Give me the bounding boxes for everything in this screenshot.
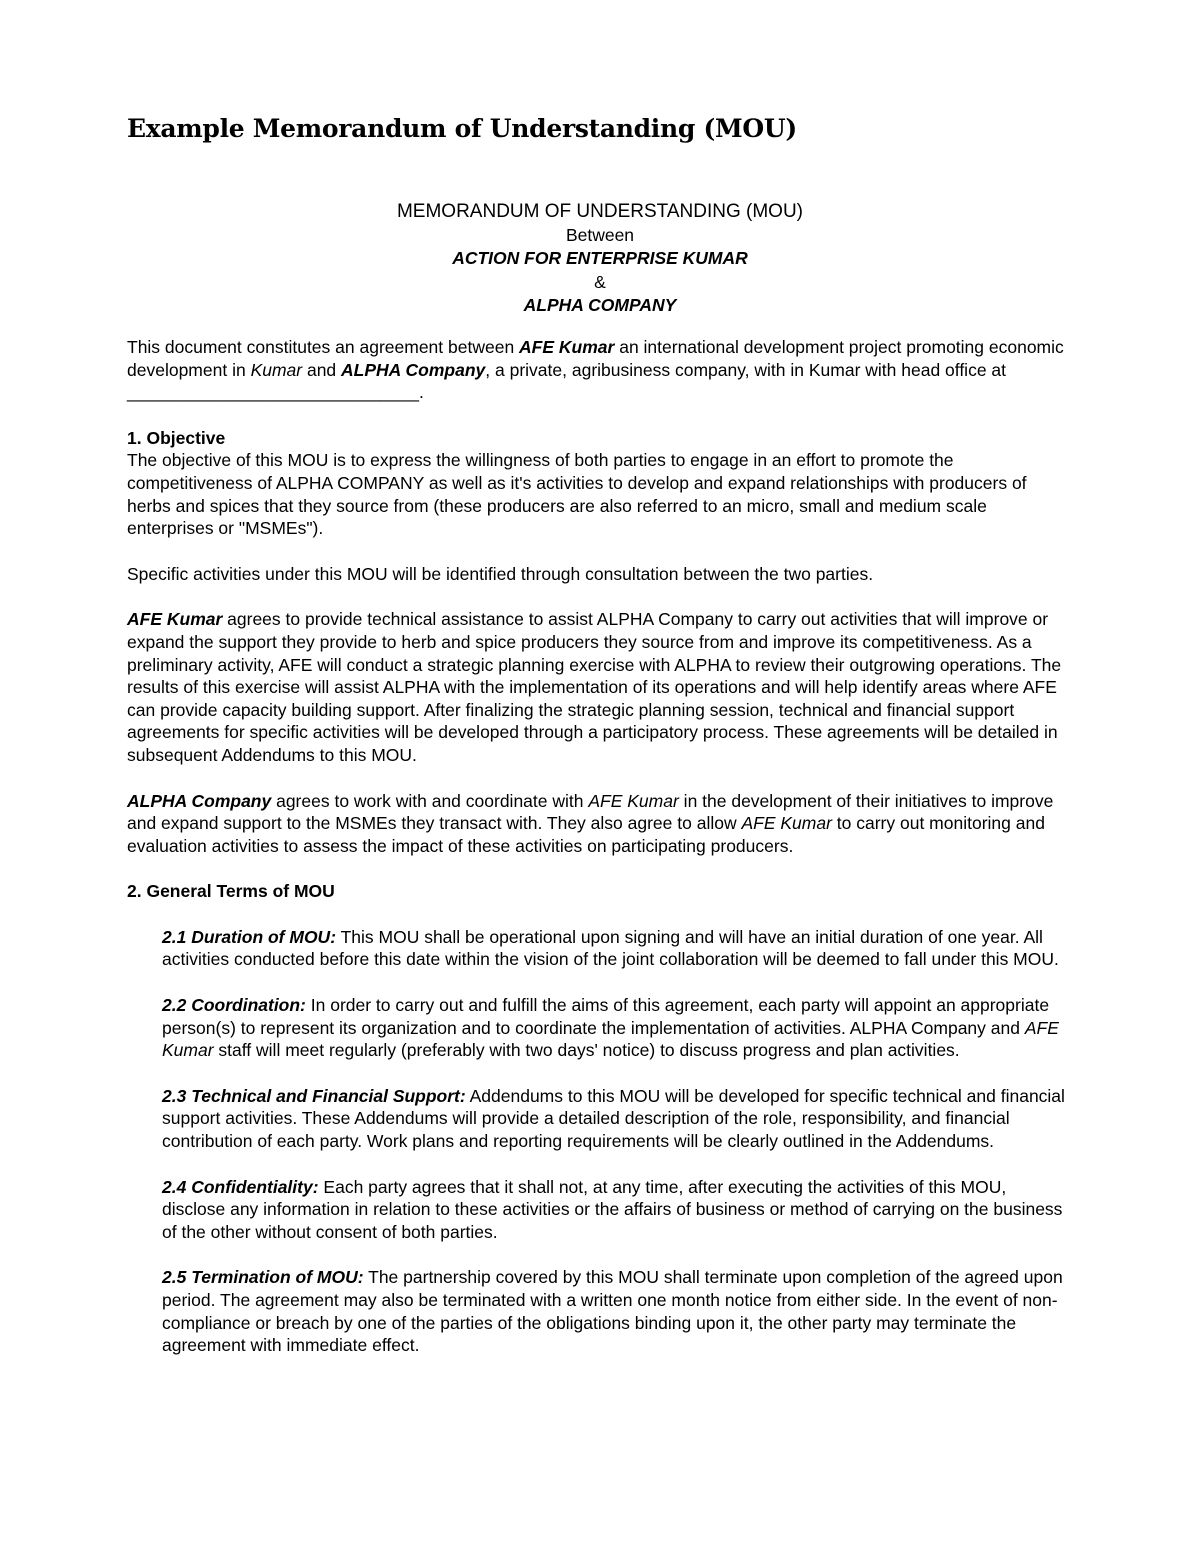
intro-country: Kumar	[250, 359, 303, 380]
alpha-name: ALPHA Company	[127, 790, 272, 811]
intro-paragraph	[127, 336, 1073, 404]
intro-party-two: ALPHA Company	[341, 359, 486, 380]
intro-text: , a private, agribusiness company, with in Kumar with head office at ______________________________.	[127, 359, 1007, 403]
intro-party-one: AFE Kumar	[519, 337, 615, 357]
clause-text: The partnership covered by this MOU shall terminate upon completion of the agreed upon period. The agreement may also be terminated with a written one month notice from either side. In the event of non-compliance or breach by one of the parties of the obligations binding upon it, the other party may terminate the agreement with immediate effect.	[162, 1267, 1063, 1356]
clause-text: staff will meet regularly (preferably with two days' notice) to discuss progress and plan activities.	[213, 1040, 960, 1061]
objective-section	[127, 427, 1073, 540]
document-title: Example Memorandum of Understanding (MOU)	[127, 114, 797, 143]
coordination-clause	[162, 994, 1073, 1062]
clause-heading: 2.4 Confidentiality:	[162, 1176, 319, 1197]
ampersand: &	[594, 271, 606, 292]
afe-name: AFE Kumar	[127, 609, 223, 630]
alpha-paragraph	[127, 790, 1073, 858]
clause-text: This MOU shall be operational upon signing and will have an initial duration of one year. All activities conducted before this date within the vision of the joint collaboration will be deemed to fall under this MOU.	[162, 926, 1059, 970]
termination-clause	[162, 1266, 1073, 1356]
intro-text: and	[302, 359, 342, 380]
support-clause	[162, 1085, 1073, 1153]
clause-text: Addendums to this MOU will be developed for specific technical and financial support activities. These Addendums will provide a detailed description of the role, responsibility, and financial contribution of each party. Work plans and reporting requirements will be clearly outlined in the Addendums.	[162, 1085, 1065, 1152]
between-label: Between	[565, 224, 635, 245]
general-terms-heading: 2. General Terms of MOU	[127, 881, 335, 902]
activities-paragraph: Specific activities under this MOU will be identified through consultation between the two parties.	[127, 563, 874, 584]
alpha-text: to carry out monitoring and evaluation activities to assess the impact of these activities on participating producers.	[127, 813, 1045, 856]
mou-heading: MEMORANDUM OF UNDERSTANDING (MOU)	[396, 201, 803, 222]
clause-heading: 2.2 Coordination:	[162, 995, 306, 1016]
clause-heading: 2.5 Termination of MOU:	[162, 1267, 364, 1288]
duration-clause	[162, 926, 1073, 971]
clause-heading: 2.3 Technical and Financial Support:	[162, 1085, 466, 1106]
party-two-name: ALPHA COMPANY	[523, 295, 677, 315]
clause-text: In order to carry out and fulfill the aims of this agreement, each party will appoint an appropriate person(s) to represent its organization and to coordinate the implementation of activities. ALPHA Company and	[162, 995, 1050, 1038]
alpha-text: agrees to work with and coordinate with	[271, 790, 589, 811]
afe-text: agrees to provide technical assistance to assist ALPHA Company to carry out activities that will improve or expand the support they provide to herb and spice producers they source from and improve its competitiveness. As a preliminary activity, AFE will conduct a strategic planning exercise with ALPHA to review their outgrowing operations. The results of this exercise will assist ALPHA with the implementation of its operations and will help identify areas where AFE can provide capacity building support. After finalizing the strategic planning session, technical and financial support agreements for specific activities will be developed through a participatory process. These agreements will be detailed in subsequent Addendums to this MOU.	[127, 609, 1062, 765]
mou-header	[127, 200, 1073, 318]
clause-afe-ref: AFE Kumar	[162, 1017, 1059, 1061]
alpha-afe-ref: AFE Kumar	[741, 813, 832, 834]
clause-text: Each party agrees that it shall not, at any time, after executing the activities of this MOU, disclose any information in relation to these activities or the affairs of business or method of carrying on the business of the other without consent of both parties.	[162, 1176, 1063, 1242]
objective-heading: 1. Objective	[127, 427, 226, 448]
objective-paragraph: The objective of this MOU is to express the willingness of both parties to engage in an effort to promote the competitiveness of ALPHA COMPANY as well as it's activities to develop and expand relationships with producers of herbs and spices that they source from (these producers are also referred to an micro, small and medium scale enterprises or "MSMEs").	[127, 450, 1027, 539]
document-body	[127, 336, 1073, 1380]
alpha-text: in the development of their initiatives to improve and expand support to the MSMEs they transact with. They also agree to allow	[127, 790, 1054, 834]
afe-paragraph	[127, 608, 1073, 766]
party-one-name: ACTION FOR ENTERPRISE KUMAR	[452, 248, 748, 268]
intro-text: an international development project promoting economic development in	[127, 337, 1064, 380]
confidentiality-clause	[162, 1176, 1073, 1244]
alpha-afe-ref: AFE Kumar	[588, 790, 679, 811]
intro-text: This document constitutes an agreement between	[127, 337, 520, 357]
clause-heading: 2.1 Duration of MOU:	[162, 926, 337, 947]
